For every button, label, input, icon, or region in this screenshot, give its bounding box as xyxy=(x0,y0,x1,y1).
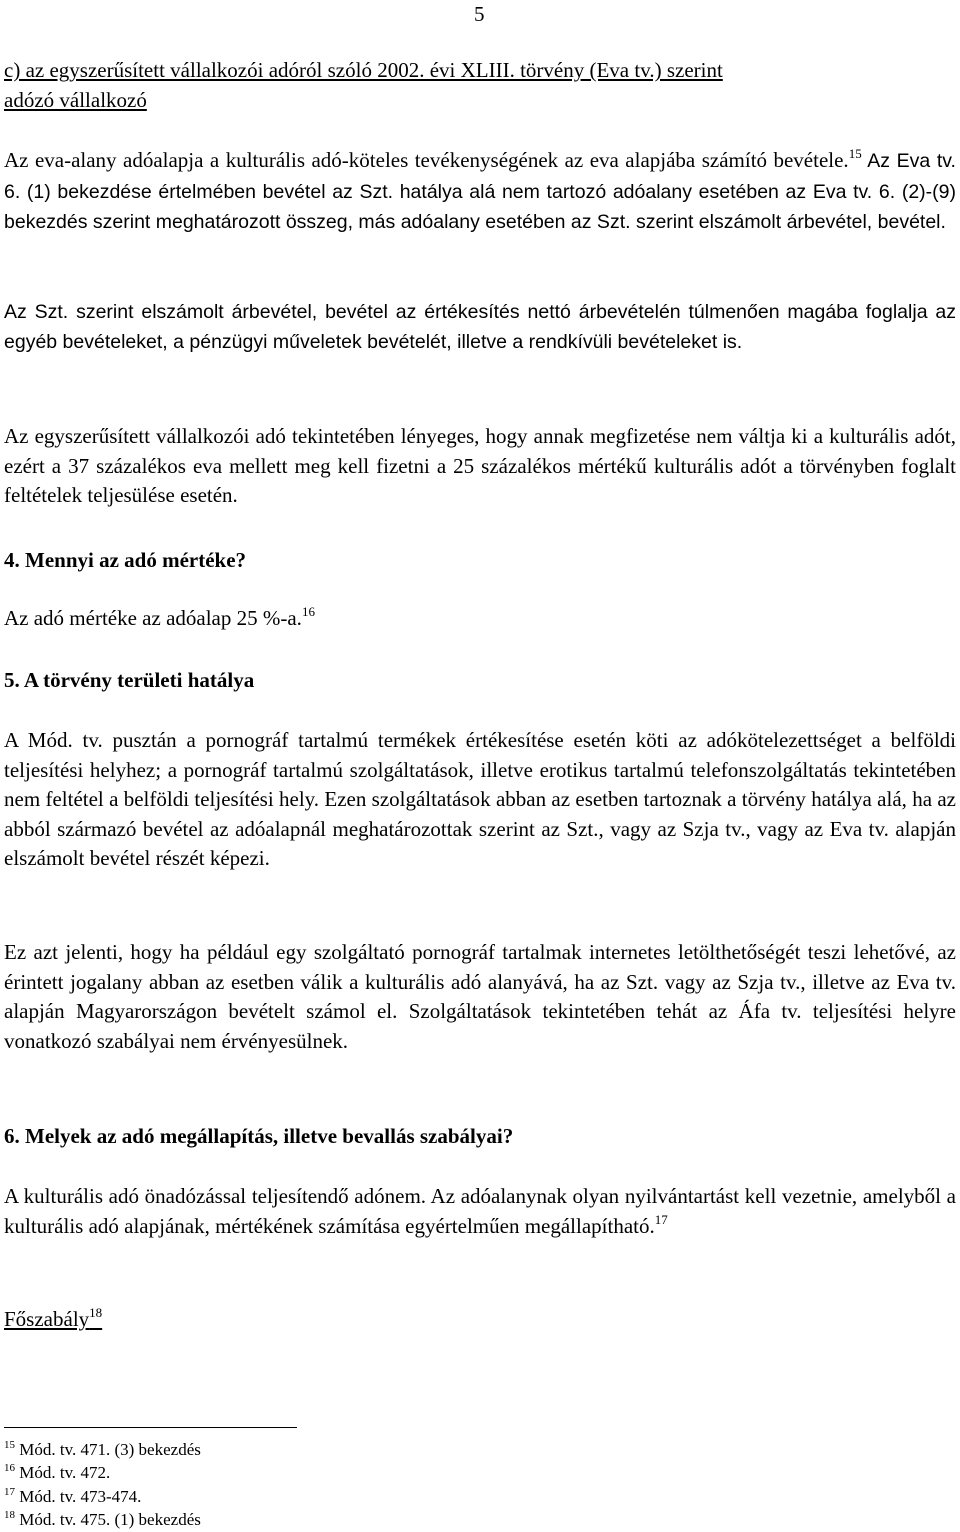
paragraph-pelda: Ez azt jelenti, hogy ha például egy szolgáltató pornográf tartalmak internetes letölthetőségét teszi lehetővé, az érintett jogalany abban az esetben válik a kulturális adó alanyává, ha az Szt. vagy az Szja tv., illetve az Eva tv. alapján Magyarországon bevételt számol el. Szolgáltatások tekintetében tehát az Áfa tv. teljesítési helyre vonatkozó szabályai nem érvényesülnek. xyxy=(4,940,956,1053)
footnote-17 xyxy=(4,1487,141,1507)
footnote-ref-16: 16 xyxy=(301,604,315,619)
footnote-15-text: Mód. tv. 471. (3) bekezdés xyxy=(19,1440,201,1459)
heading-4 xyxy=(4,546,956,576)
paragraph-eva-alany-part2: Az Eva tv. 6. (1) bekezdése értelmében bevétel az Szt. hatálya alá nem tartozó adóalany esetében az Eva tv. 6. (2)-(9) bekezdés szerint meghatározott összeg, más adóalany esetében az Szt. szerint elszámolt árbevétel, bevétel. xyxy=(4,150,956,233)
heading-6 xyxy=(4,1122,956,1152)
section-c-heading xyxy=(4,56,956,115)
foszabaly-label: Főszabály xyxy=(4,1307,90,1331)
paragraph-ado-mertek xyxy=(4,604,956,634)
footnote-17-num: 17 xyxy=(4,1486,15,1498)
paragraph-eva-alany xyxy=(4,146,956,238)
footnote-15 xyxy=(4,1440,201,1460)
paragraph-ado-mertek-text: Az adó mértéke az adóalap 25 %-a. xyxy=(4,606,302,630)
footnote-16-num: 16 xyxy=(4,1462,15,1474)
footnote-18-num: 18 xyxy=(4,1509,15,1521)
footnote-17-text: Mód. tv. 473-474. xyxy=(19,1487,142,1506)
footnote-separator xyxy=(4,1427,297,1428)
paragraph-teruleti-hatalya: A Mód. tv. pusztán a pornográf tartalmú termékek értékesítése esetén köti az adókötelezettséget a belföldi teljesítési helyhez; a pornográf tartalmú szolgáltatások, illetve erotikus tartalmú telefonszolgáltatás tekintetében nem feltétel a belföldi teljesítési hely. Ezen szolgáltatások abban az esetben tartoznak a törvény hatálya alá, ha az abból származó bevétel az adóalapnál meghatározottak szerint az Szt., vagy az Szja tv., vagy az Eva tv. alapján elszámolt bevétel részét képezi. xyxy=(4,728,956,870)
footnote-15-num: 15 xyxy=(4,1439,15,1451)
heading-5 xyxy=(4,666,956,696)
section-c-heading-line1: c) az egyszerűsített vállalkozói adóról szóló 2002. évi XLIII. törvény (Eva tv.) szerint xyxy=(4,58,723,82)
paragraph-eva-kulturalis-ado: Az egyszerűsített vállalkozói adó tekintetében lényeges, hogy annak megfizetése nem váltja ki a kulturális adót, ezért a 37 százalékos eva mellett meg kell fizetni a 25 százalékos mértékű kulturális adót a törvényben foglalt feltételek teljesülése esetén. xyxy=(4,424,956,507)
footnote-18 xyxy=(4,1510,201,1530)
foszabaly-text xyxy=(4,1307,102,1331)
footnote-16 xyxy=(4,1463,110,1483)
footnote-18-text: Mód. tv. 475. (1) bekezdés xyxy=(19,1510,201,1529)
footnote-ref-18: 18 xyxy=(89,1305,103,1320)
section-c-heading-line2: adózó vállalkozó xyxy=(4,87,147,112)
footnote-ref-17: 17 xyxy=(654,1211,668,1227)
paragraph-onadozas xyxy=(4,1182,956,1241)
heading-6-text: 6. Melyek az adó megállapítás, illetve bevallás szabályai? xyxy=(4,1124,514,1148)
paragraph-onadozas-text: A kulturális adó önadózással teljesítendő adónem. Az adóalanynak olyan nyilvántartást kell vezetnie, amelyből a kulturális adó alapjának, mértékének számítása egyértelműen megállapítható. xyxy=(4,1184,956,1238)
paragraph-eva-alany-part1: Az eva-alany adóalapja a kulturális adó-köteles tevékenységének az eva alapjába számító bevétele. xyxy=(4,148,849,172)
footnote-ref-15: 15 xyxy=(848,146,862,161)
foszabaly-heading xyxy=(4,1305,956,1335)
page-number: 5 xyxy=(474,2,485,26)
heading-4-text: 4. Mennyi az adó mértéke? xyxy=(4,548,247,572)
heading-5-text: 5. A törvény területi hatálya xyxy=(4,668,255,692)
paragraph-szt-arbevetel: Az Szt. szerint elszámolt árbevétel, bevétel az értékesítés nettó árbevételén túlmenően magába foglalja az egyéb bevételeket, a pénzügyi műveletek bevételét, illetve a rendkívüli bevételeket is. xyxy=(4,301,956,353)
footnote-16-text: Mód. tv. 472. xyxy=(19,1463,111,1482)
